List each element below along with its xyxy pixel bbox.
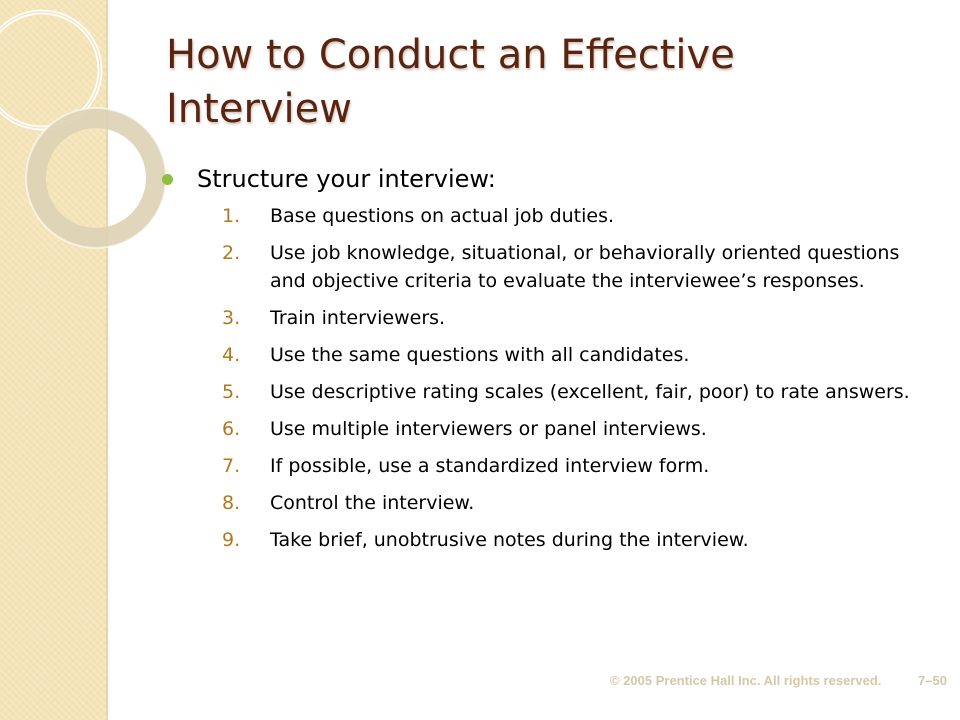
steps-list bbox=[160, 202, 920, 554]
step-number: 4. bbox=[222, 344, 241, 366]
step-number: 2. bbox=[222, 242, 241, 264]
bullet-text: Structure your interview: bbox=[197, 165, 496, 193]
step-text: Base questions on actual job duties. bbox=[270, 205, 615, 227]
step-text: Train interviewers. bbox=[270, 307, 446, 329]
step-text: Control the interview. bbox=[270, 492, 475, 514]
bullet-icon bbox=[162, 174, 173, 185]
list-item bbox=[160, 304, 920, 332]
step-text: Use job knowledge, situational, or behaviorally oriented questions and objective criteria to evaluate the interviewee’s responses. bbox=[270, 242, 900, 292]
step-number: 9. bbox=[222, 529, 241, 551]
step-text: Take brief, unobtrusive notes during the interview. bbox=[270, 529, 749, 551]
list-item bbox=[160, 378, 920, 406]
list-item bbox=[160, 489, 920, 517]
step-text: If possible, use a standardized interview form. bbox=[270, 455, 710, 477]
step-number: 8. bbox=[222, 492, 241, 514]
list-item bbox=[160, 452, 920, 480]
list-item bbox=[160, 341, 920, 369]
step-number: 5. bbox=[222, 381, 241, 403]
list-item bbox=[160, 526, 920, 554]
step-number: 6. bbox=[222, 418, 241, 440]
list-item bbox=[160, 239, 920, 295]
step-text: Use the same questions with all candidates. bbox=[270, 344, 690, 366]
step-number: 7. bbox=[222, 455, 241, 477]
slide-title: How to Conduct an Effective Interview bbox=[166, 32, 735, 132]
bullet-item bbox=[160, 162, 920, 196]
step-text: Use multiple interviewers or panel interviews. bbox=[270, 418, 707, 440]
list-item bbox=[160, 202, 920, 230]
footer-page-number: 7–50 bbox=[918, 673, 947, 688]
step-text: Use descriptive rating scales (excellent, fair, poor) to rate answers. bbox=[270, 381, 910, 403]
step-number: 3. bbox=[222, 307, 241, 329]
slide-content bbox=[160, 162, 920, 563]
footer-copyright: © 2005 Prentice Hall Inc. All rights reserved. bbox=[610, 673, 882, 688]
list-item bbox=[160, 415, 920, 443]
step-number: 1. bbox=[222, 205, 241, 227]
